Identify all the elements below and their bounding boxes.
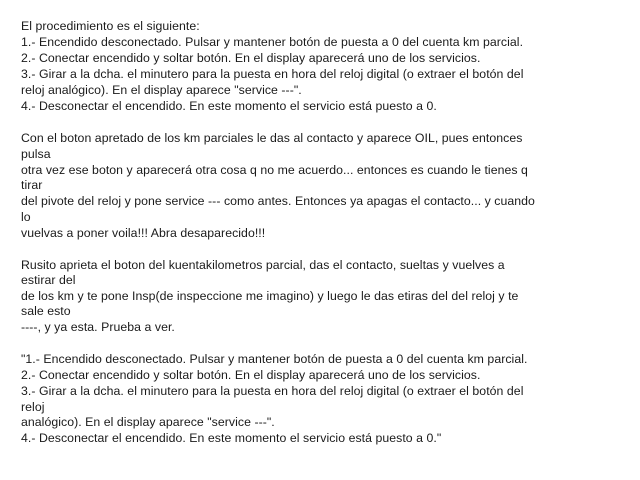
text-line: 3.- Girar a la dcha. el minutero para la puesta en hora del reloj digital (o extraer el botón del xyxy=(21,67,524,81)
text-line: reloj xyxy=(21,400,45,414)
text-line: Rusito aprieta el boton del kuentakilometros parcial, das el contacto, sueltas y vuelves a xyxy=(21,258,505,272)
text-line: de los km y te pone Insp(de inspeccione me imagino) y luego le das etiras del del reloj y te xyxy=(21,289,519,303)
text-line: ----, y ya esta. Prueba a ver. xyxy=(21,320,175,334)
text-line: El procedimiento es el siguiente: xyxy=(21,19,200,33)
text-line: vuelvas a poner voila!!! Abra desaparecido!!! xyxy=(21,226,266,240)
text-line: pulsa xyxy=(21,147,51,161)
text-line: otra vez ese boton y aparecerá otra cosa q no me acuerdo... entonces es cuando le tienes q xyxy=(21,163,528,177)
text-line: 4.- Desconectar el encendido. En este momento el servicio está puesto a 0. xyxy=(21,99,437,113)
text-line: 4.- Desconectar el encendido. En este momento el servicio está puesto a 0." xyxy=(21,431,442,445)
text-line: 2.- Conectar encendido y soltar botón. En el display aparecerá uno de los servicios. xyxy=(21,368,481,382)
text-line: 2.- Conectar encendido y soltar botón. En el display aparecerá uno de los servicios. xyxy=(21,51,481,65)
text-line: lo xyxy=(21,210,31,224)
text-line: 1.- Encendido desconectado. Pulsar y mantener botón de puesta a 0 del cuenta km parcial. xyxy=(21,35,524,49)
text-line: estirar del xyxy=(21,273,76,287)
text-line: 3.- Girar a la dcha. el minutero para la puesta en hora del reloj digital (o extraer el botón del xyxy=(21,384,524,398)
text-line: del pivote del reloj y pone service --- como antes. Entonces ya apagas el contacto... y cuando xyxy=(21,194,535,208)
text-line: reloj analógico). En el display aparece "service ---". xyxy=(21,83,302,97)
text-line: Con el boton apretado de los km parciales le das al contacto y aparece OIL, pues entonces xyxy=(21,131,523,145)
text-line: sale esto xyxy=(21,304,71,318)
text-line: tirar xyxy=(21,178,43,192)
text-line: "1.- Encendido desconectado. Pulsar y mantener botón de puesta a 0 del cuenta km parcial. xyxy=(21,352,528,366)
text-line: analógico). En el display aparece "service ---". xyxy=(21,415,275,429)
